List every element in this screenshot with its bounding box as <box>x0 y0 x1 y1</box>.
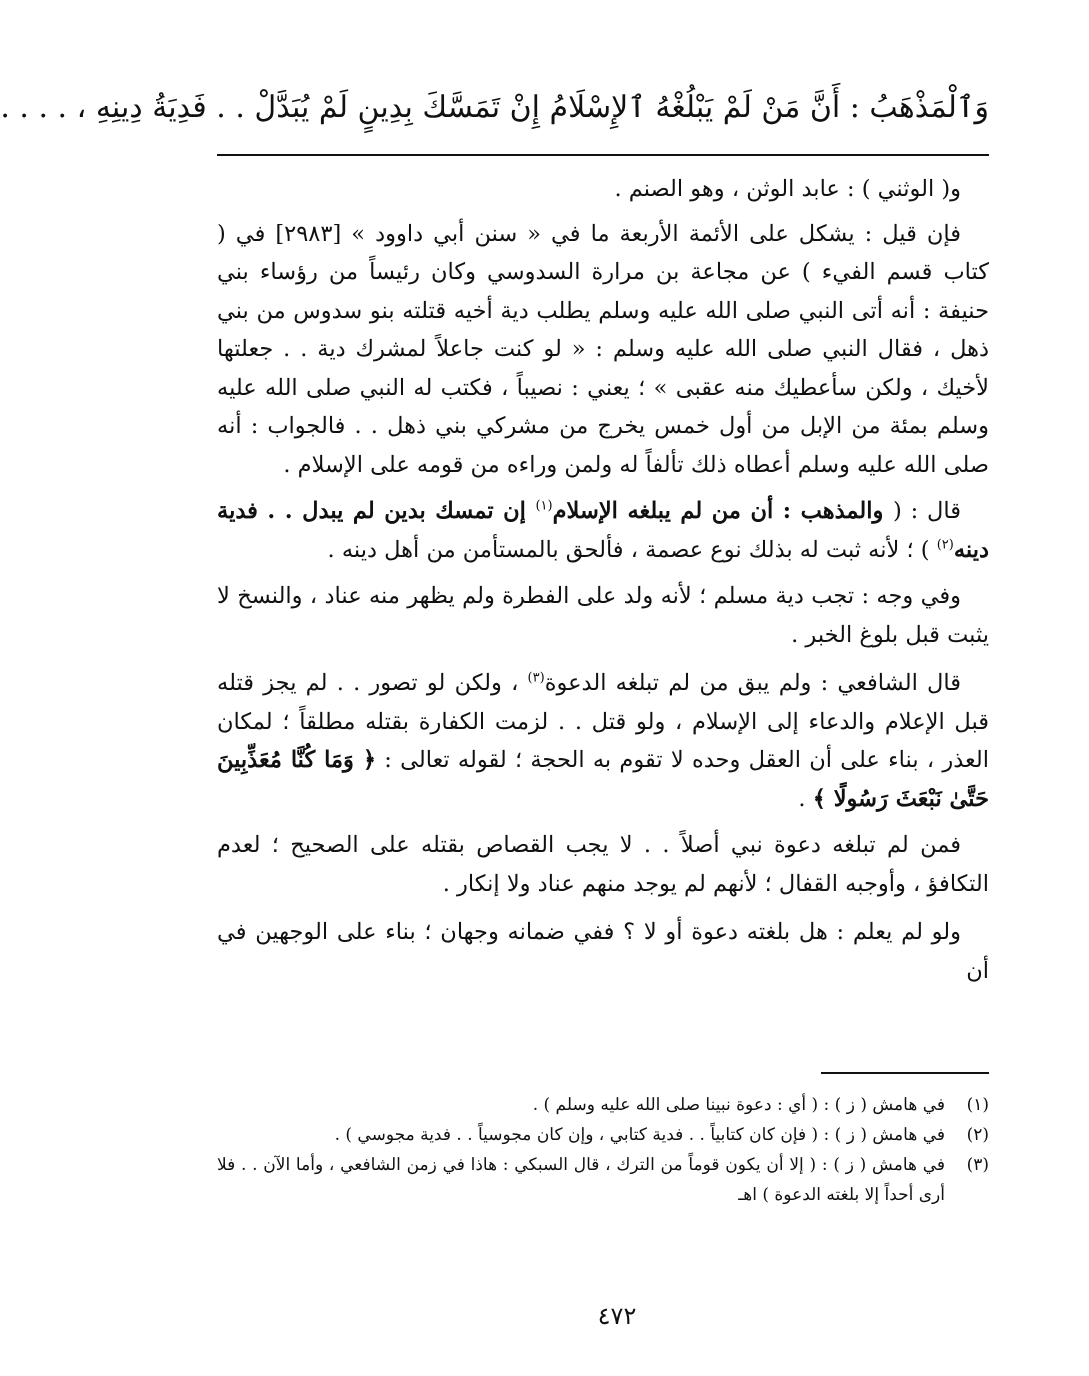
paragraph-shafii <box>217 664 989 818</box>
page-number: ٤٧٢ <box>597 1302 637 1330</box>
footnote-number: (٣) <box>966 1155 989 1175</box>
paragraph-uncertain: ولو لم يعلم : هل بلغته دعوة أو لا ؟ ففي ضمانه وجهان ؛ بناء على الوجهين في أن <box>217 919 989 984</box>
shafii-text-b: ، ولكن لو تصور . . لم يجز قتله قبل الإعلام والدعاء إلى الإسلام ، ولو قتل . . لزمت الكفارة بقتله مطلقاً ؛ لمكان العذر ، بناء على أن العقل وحده لا تقوم به الحجة ؛ لقوله تعالى : <box>217 670 989 773</box>
paragraph-objection: فإن قيل : يشكل على الأئمة الأربعة ما في « سنن أبي داوود » [٢٩٨٣] في ( كتاب قسم الفيء ) عن مجاعة بن مرارة السدوسي وكان رئيساً من رؤساء بني حنيفة : أنه أتى النبي صلى الله عليه وسلم يطلب دية أخيه قتلته بنو سدوس من بني ذهل ، فقال النبي صلى الله عليه وسلم : « لو كنت جاعلاً لمشرك دية . . جعلتها لأخيك ، ولكن سأعطيك منه عقبى » ؛ يعني : نصيباً ، فكتب له النبي صلى الله عليه وسلم بمئة من الإبل من أول خمس يخرج من مشركي بني ذهل . . فالجواب : أنه صلى الله عليه وسلم أعطاه ذلك تألفاً له ولمن وراءه من قومه على الإسلام . <box>217 220 989 478</box>
footnote-text: في هامش ( ز ) : ( أي : دعوة نبينا صلى الله عليه وسلم ) . <box>532 1095 945 1115</box>
footnote-item <box>217 1150 989 1210</box>
footnote-text: في هامش ( ز ) : ( إلا أن يكون قوماً من الترك ، قال السبكي : هاذا في زمن الشافعي ، وأما الآن . . فلا أرى أحداً إلا بلغته الدعوة ) اهـ <box>217 1155 945 1205</box>
shafii-end: . <box>798 785 813 812</box>
paragraph-matn-quote <box>217 492 989 569</box>
footnotes <box>217 1090 989 1210</box>
footnote-number: (٢) <box>966 1125 989 1145</box>
paragraph-alternate-view: وفي وجه : تجب دية مسلم ؛ لأنه ولد على الفطرة ولم يظهر منه عناد ، والنسخ لا يثبت قبل بلوغ الخبر . <box>217 583 989 648</box>
footnote-ref-2[interactable]: (٢) <box>936 537 954 552</box>
quran-verse: ﴿ وَمَا كُنَّا مُعَذِّبِينَ حَتَّىٰ نَبْعَثَ رَسُولًا ﴾ <box>217 747 989 812</box>
footnote-item <box>217 1090 989 1120</box>
main-text <box>217 170 989 998</box>
footnote-ref-1[interactable]: (١) <box>535 498 553 514</box>
header-divider <box>217 154 989 156</box>
paragraph-definition: و( الوثني ) : عابد الوثن ، وهو الصنم . <box>614 176 961 202</box>
paragraph-no-prophet: فمن لم تبلغه دعوة نبي أصلاً . . لا يجب القصاص بقتله على الصحيح ؛ لعدم التكافؤ ، وأوجبه القفال ؛ لأنهم لم يوجد منهم عناد ولا إنكار . <box>217 832 989 897</box>
shafii-text-a: قال الشافعي : ولم يبق من لم تبلغه الدعوة <box>544 670 961 696</box>
matn-text-a: والمذهب : أن من لم يبلغه الإسلام <box>552 498 893 524</box>
footnote-ref-3[interactable]: (٣) <box>527 670 545 686</box>
footnote-text: في هامش ( ز ) : ( فإن كان كتابياً . . فدية كتابي ، وإن كان مجوسياً . . فدية مجوسي ) . <box>334 1125 945 1145</box>
footnote-divider <box>821 1072 989 1074</box>
matn-text-b: إن تمسك بدين لم يبدل . . فدية دينه <box>217 498 989 563</box>
footnote-item <box>217 1120 989 1150</box>
running-header: وَٱلْمَذْهَبُ : أَنَّ مَنْ لَمْ يَبْلُغْهُ ٱلإِسْلَامُ إِنْ تَمَسَّكَ بِدِينٍ لَمْ يُبَدَّلْ . . فَدِيَةُ دِينِهِ ، . . . . <box>0 90 989 125</box>
paragraph-lead: قال : ( <box>892 498 961 524</box>
footnote-number: (١) <box>966 1095 989 1115</box>
paragraph-tail: ) ؛ لأنه ثبت له بذلك نوع عصمة ، فألحق بالمستأمن من أهل دينه . <box>327 536 937 563</box>
